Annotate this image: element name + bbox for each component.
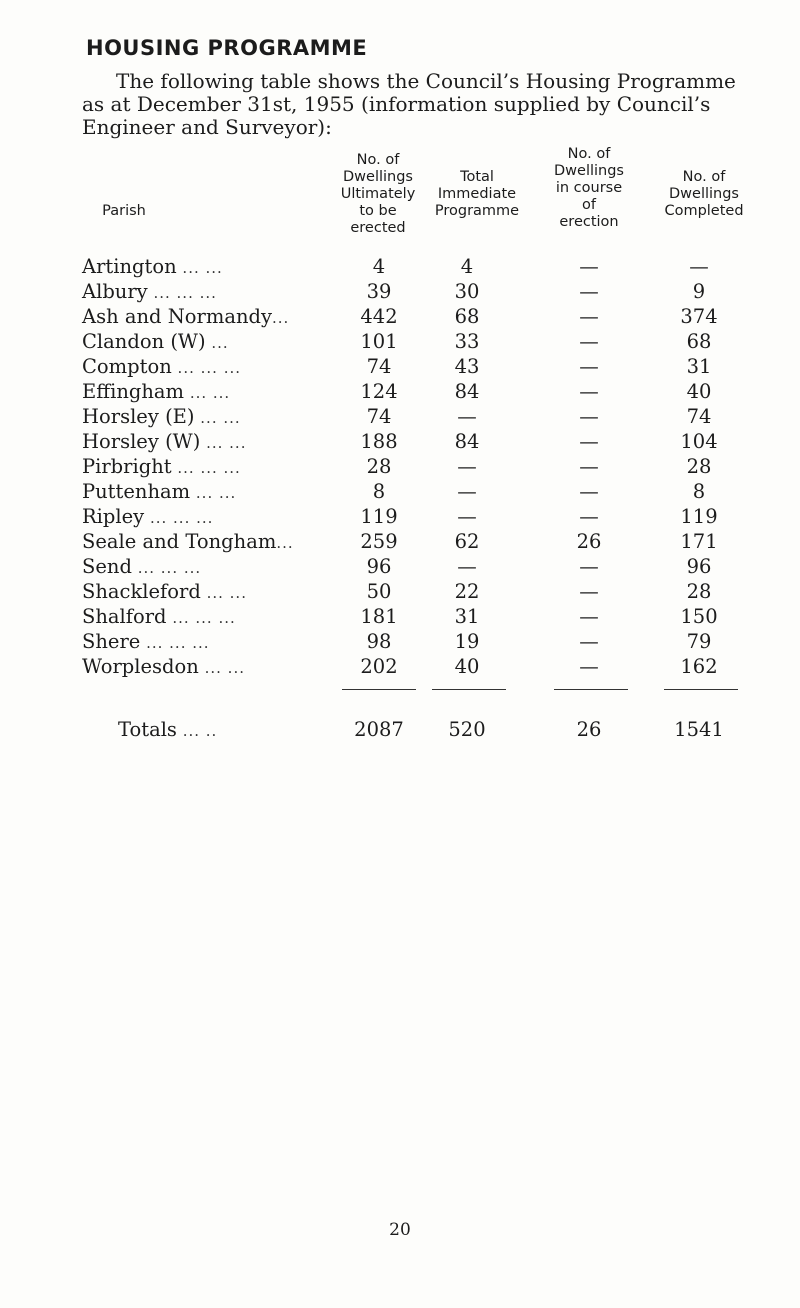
immediate-value: 43 bbox=[454, 355, 480, 378]
in-course-value: — bbox=[579, 255, 599, 278]
table-row bbox=[0, 280, 800, 304]
table-row bbox=[0, 655, 800, 679]
ultimately-value: 50 bbox=[366, 580, 392, 603]
total-rule bbox=[432, 689, 506, 690]
immediate-value: — bbox=[457, 555, 477, 578]
parish-name: Effingham bbox=[82, 380, 185, 403]
parish-name: Send bbox=[82, 555, 132, 578]
immediate-value: 40 bbox=[454, 655, 480, 678]
completed-value: 68 bbox=[686, 330, 712, 353]
completed-value: 374 bbox=[680, 305, 718, 328]
immediate-value: 84 bbox=[454, 380, 480, 403]
header-parish: Parish bbox=[102, 203, 146, 219]
table-row bbox=[0, 405, 800, 429]
ultimately-value: 8 bbox=[372, 480, 386, 503]
completed-value: 96 bbox=[686, 555, 712, 578]
leader-dots: ... bbox=[276, 534, 294, 552]
ultimately-value: 259 bbox=[360, 530, 398, 553]
completed-value: 40 bbox=[686, 380, 712, 403]
parish-name: Puttenham bbox=[82, 480, 191, 503]
immediate-value: 62 bbox=[454, 530, 480, 553]
ultimately-value: 96 bbox=[366, 555, 392, 578]
leader-dots: ... ... ... bbox=[171, 359, 241, 377]
in-course-value: — bbox=[579, 555, 599, 578]
intro-paragraph bbox=[82, 70, 782, 139]
leader-dots: ... ... bbox=[198, 659, 245, 677]
leader-dots: ... ... bbox=[176, 259, 223, 277]
parish-name: Compton bbox=[82, 355, 172, 378]
header-completed: No. of Dwellings Completed bbox=[664, 169, 744, 219]
leader-dots: ... ... ... bbox=[140, 634, 210, 652]
in-course-value: — bbox=[579, 455, 599, 478]
in-course-value: 26 bbox=[576, 530, 602, 553]
immediate-value: 4 bbox=[460, 255, 474, 278]
completed-value: 74 bbox=[686, 405, 712, 428]
ultimately-value: 101 bbox=[360, 330, 398, 353]
header-in-course: No. of Dwellings in course of erection bbox=[554, 146, 624, 230]
table-row bbox=[0, 455, 800, 479]
ultimately-total: 2087 bbox=[354, 718, 404, 741]
in-course-value: — bbox=[579, 330, 599, 353]
immediate-value: 22 bbox=[454, 580, 480, 603]
in-course-total: 26 bbox=[576, 718, 602, 741]
page-number: 20 bbox=[389, 1220, 411, 1240]
table-row bbox=[0, 380, 800, 404]
leader-dots: ... ... bbox=[184, 384, 231, 402]
total-rule bbox=[664, 689, 738, 690]
in-course-value: — bbox=[579, 630, 599, 653]
leader-dots: ... bbox=[272, 309, 290, 327]
intro-line: The following table shows the Council’s Housing Programme bbox=[116, 69, 736, 93]
intro-line: as at December 31st, 1955 (information supplied by Council’s bbox=[82, 92, 711, 116]
completed-value: 28 bbox=[686, 580, 712, 603]
leader-dots: ... ... bbox=[190, 484, 237, 502]
immediate-value: — bbox=[457, 480, 477, 503]
parish-name: Albury bbox=[82, 280, 148, 303]
completed-total: 1541 bbox=[674, 718, 724, 741]
parish-name: Shere bbox=[82, 630, 141, 653]
parish-name: Artington bbox=[82, 255, 177, 278]
page-heading: HOUSING PROGRAMME bbox=[86, 36, 368, 60]
parish-name: Worplesdon bbox=[82, 655, 199, 678]
leader-dots: ... ... ... bbox=[166, 609, 236, 627]
parish-name: Pirbright bbox=[82, 455, 172, 478]
table-row bbox=[0, 580, 800, 604]
table-row bbox=[0, 530, 800, 554]
ultimately-value: 39 bbox=[366, 280, 392, 303]
table-row bbox=[0, 430, 800, 454]
in-course-value: — bbox=[579, 605, 599, 628]
total-rule bbox=[342, 689, 416, 690]
in-course-value: — bbox=[579, 355, 599, 378]
header-ultimately: No. of Dwellings Ultimately to be erected bbox=[340, 152, 416, 236]
immediate-value: — bbox=[457, 505, 477, 528]
leader-dots: ... ... bbox=[200, 434, 247, 452]
leader-dots: ... ... ... bbox=[144, 509, 214, 527]
immediate-value: 84 bbox=[454, 430, 480, 453]
completed-value: 119 bbox=[680, 505, 718, 528]
leader-dots: ... ... bbox=[200, 584, 247, 602]
parish-name: Ash and Normandy bbox=[82, 305, 273, 328]
table-row bbox=[0, 480, 800, 504]
in-course-value: — bbox=[579, 480, 599, 503]
table-row bbox=[0, 305, 800, 329]
leader-dots: ... .. bbox=[176, 722, 218, 740]
completed-value: 31 bbox=[686, 355, 712, 378]
parish-name: Shalford bbox=[82, 605, 167, 628]
immediate-value: 30 bbox=[454, 280, 480, 303]
completed-value: 150 bbox=[680, 605, 718, 628]
in-course-value: — bbox=[579, 580, 599, 603]
parish-name: Horsley (E) bbox=[82, 405, 195, 428]
completed-value: 171 bbox=[680, 530, 718, 553]
completed-value: — bbox=[689, 255, 709, 278]
parish-name: Ripley bbox=[82, 505, 145, 528]
completed-value: 9 bbox=[692, 280, 706, 303]
immediate-value: — bbox=[457, 405, 477, 428]
in-course-value: — bbox=[579, 505, 599, 528]
ultimately-value: 119 bbox=[360, 505, 398, 528]
leader-dots: ... bbox=[205, 334, 229, 352]
in-course-value: — bbox=[579, 430, 599, 453]
header-immediate: Total Immediate Programme bbox=[434, 169, 520, 219]
leader-dots: ... ... ... bbox=[147, 284, 217, 302]
leader-dots: ... ... bbox=[194, 409, 241, 427]
table-row bbox=[0, 605, 800, 629]
ultimately-value: 442 bbox=[360, 305, 398, 328]
ultimately-value: 124 bbox=[360, 380, 398, 403]
completed-value: 28 bbox=[686, 455, 712, 478]
table-row bbox=[0, 505, 800, 529]
completed-value: 104 bbox=[680, 430, 718, 453]
ultimately-value: 28 bbox=[366, 455, 392, 478]
totals-row bbox=[0, 718, 800, 742]
intro-line: Engineer and Surveyor): bbox=[82, 115, 332, 139]
immediate-value: 68 bbox=[454, 305, 480, 328]
ultimately-value: 202 bbox=[360, 655, 398, 678]
parish-name: Clandon (W) bbox=[82, 330, 206, 353]
ultimately-value: 98 bbox=[366, 630, 392, 653]
ultimately-value: 4 bbox=[372, 255, 386, 278]
ultimately-value: 181 bbox=[360, 605, 398, 628]
immediate-value: 19 bbox=[454, 630, 480, 653]
in-course-value: — bbox=[579, 305, 599, 328]
immediate-value: 31 bbox=[454, 605, 480, 628]
in-course-value: — bbox=[579, 380, 599, 403]
completed-value: 8 bbox=[692, 480, 706, 503]
ultimately-value: 74 bbox=[366, 405, 392, 428]
immediate-value: — bbox=[457, 455, 477, 478]
totals-label: Totals bbox=[118, 718, 177, 741]
leader-dots: ... ... ... bbox=[171, 459, 241, 477]
completed-value: 79 bbox=[686, 630, 712, 653]
in-course-value: — bbox=[579, 280, 599, 303]
leader-dots: ... ... ... bbox=[131, 559, 202, 577]
table-row bbox=[0, 355, 800, 379]
table-row bbox=[0, 330, 800, 354]
table-row bbox=[0, 255, 800, 279]
total-rule bbox=[554, 689, 628, 690]
ultimately-value: 188 bbox=[360, 430, 398, 453]
immediate-total: 520 bbox=[448, 718, 486, 741]
table-row bbox=[0, 630, 800, 654]
completed-value: 162 bbox=[680, 655, 718, 678]
in-course-value: — bbox=[579, 405, 599, 428]
in-course-value: — bbox=[579, 655, 599, 678]
table-row bbox=[0, 555, 800, 579]
immediate-value: 33 bbox=[454, 330, 480, 353]
parish-name: Seale and Tongham bbox=[82, 530, 277, 553]
parish-name: Shackleford bbox=[82, 580, 201, 603]
ultimately-value: 74 bbox=[366, 355, 392, 378]
parish-name: Horsley (W) bbox=[82, 430, 201, 453]
